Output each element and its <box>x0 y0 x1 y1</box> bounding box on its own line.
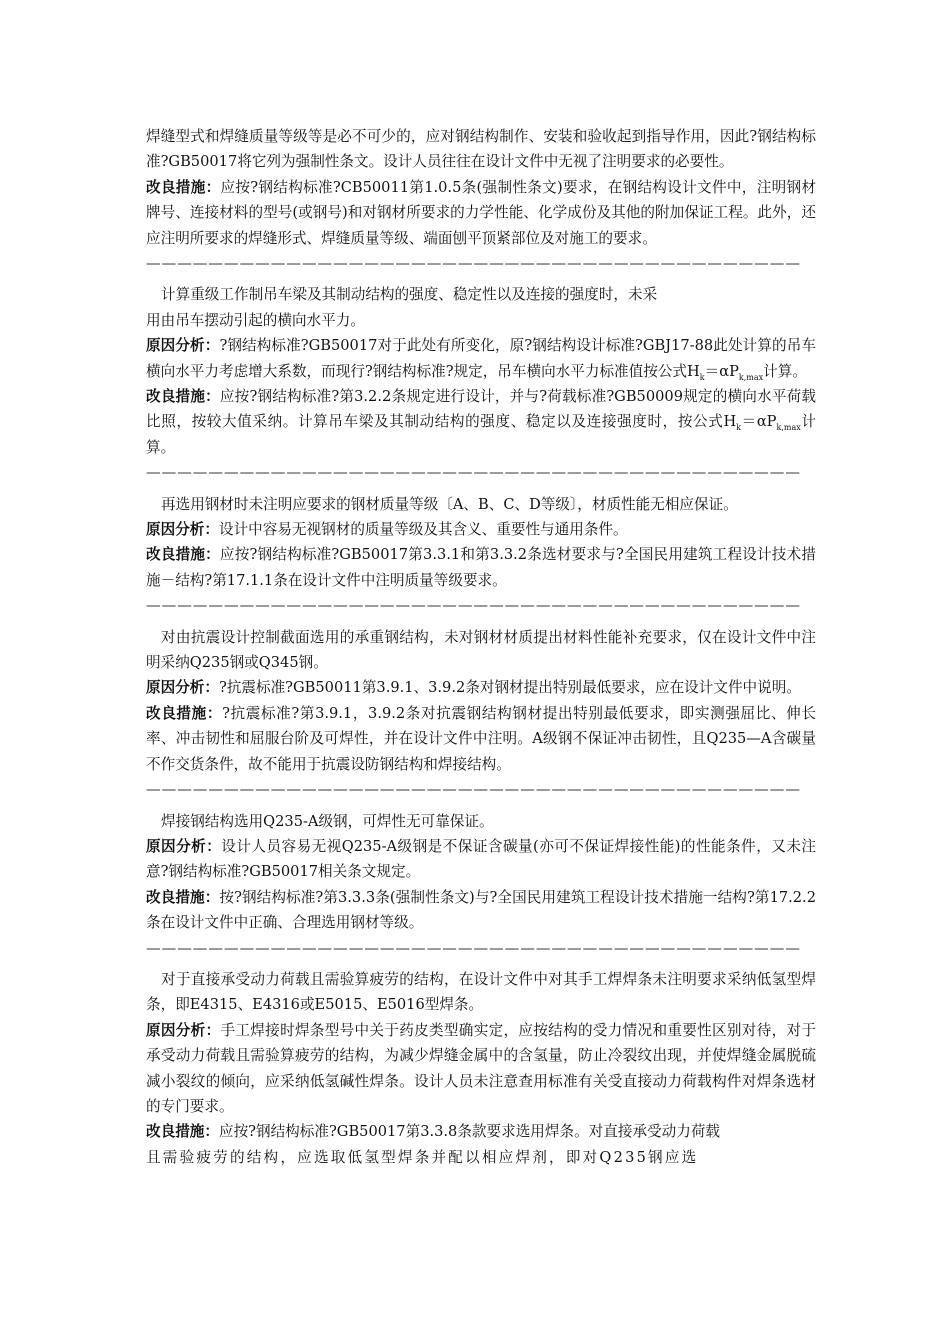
fix-text: 应按?钢结构标准?GB50017第3.3.1和第3.3.2条选材要求与?全国民用建筑工程设计技术措施－结构?第17.1.1条在设计文件中注明质量等级要求。 <box>146 546 816 589</box>
fix-text: 应按?钢结构标准?第3.2.2条规定进行设计，并与?荷载标准?GB50009规定的横向水平荷载比照，按较大值采纳。计算吊车梁及其制动结构的强度、稳定以及连接强度时，按公式 <box>146 388 816 431</box>
cause-label: 原因分析： <box>146 837 222 855</box>
fix-text: 按?钢结构标准?第3.3.3条(强制性条文)与?全国民用建筑工程设计技术措施一结构?第17.2.2条在设计文件中正确、合理选用钢材等级。 <box>146 888 816 932</box>
fix-paragraph <box>146 701 816 777</box>
formula-sub-kmax: k,max <box>738 372 764 382</box>
cause-label: 原因分析： <box>146 521 219 539</box>
formula-alpha-p: ＝αP <box>704 362 739 380</box>
formula-sub-kmax: k,max <box>776 423 801 433</box>
issue-paragraph: 再选用钢材时未注明应要求的钢材质量等级〔A、B、C、D等级〕，材质性能无相应保证。 <box>161 495 738 513</box>
section-separator: —————————————————————————————————————————— <box>146 597 801 615</box>
formula-sub-k: k <box>736 423 742 433</box>
cause-paragraph <box>146 333 816 384</box>
issue-paragraph-continued <box>146 308 816 333</box>
document-page <box>146 124 816 1170</box>
fix-paragraph <box>146 885 816 936</box>
cause-label: 原因分析： <box>146 1021 221 1039</box>
formula-h: H <box>687 362 700 380</box>
fix-label: 改良措施： <box>146 388 220 406</box>
cause-text: 设计中容易无视钢材的质量等级及其含义、重要性与通用条件。 <box>218 521 628 539</box>
cause-label: 原因分析： <box>146 679 219 697</box>
formula-alpha-p: ＝αP <box>741 413 777 431</box>
section-separator: —————————————————————————————————————————— <box>146 939 801 957</box>
fix-text: ?抗震标准?第3.9.1，3.9.2条对抗震钢结构钢材提出特别最低要求，即实测强屈比、伸长率、冲击韧性和屈服台阶及可焊性，并在设计文件中注明。A级钢不保证冲击韧性，且Q235—A含碳量不作交货条件，故不能用于抗震设防钢结构和焊接结构。 <box>146 704 816 773</box>
paragraph-weld-requirements: 焊缝型式和焊缝质量等级等是必不可少的，应对钢结构制作、安装和验收起到指导作用，因此?钢结构标准?GB50017将它列为强制性条文。设计人员往往在设计文件中无视了注明要求的必要性。 <box>146 128 816 171</box>
issue-text-line-2: 用由吊车摆动引起的横向水平力。 <box>146 311 365 329</box>
section-separator: —————————————————————————————————————————— <box>146 781 801 799</box>
fix-text-line-1: 应按?钢结构标准?GB50017第3.3.8条款要求选用焊条。对直接承受动力荷载 <box>218 1123 721 1141</box>
fix-label: 改良措施： <box>146 888 220 906</box>
section-separator: —————————————————————————————————————————— <box>146 464 801 482</box>
formula-tail: 计算。 <box>146 413 816 456</box>
fix-paragraph-continued: 且需验疲劳的结构，应选取低氢型焊条并配以相应焊剂，即对Q235钢应选 <box>146 1148 699 1166</box>
formula-h: H <box>723 413 737 431</box>
formula-sub-k: k <box>699 372 705 382</box>
issue-paragraph: 对由抗震设计控制截面选用的承重钢结构，未对钢材材质提出材料性能补充要求，仅在设计文件中注明采纳Q235钢或Q345钢。 <box>146 628 816 672</box>
fix-label: 改良措施： <box>146 178 221 196</box>
cause-label: 原因分析： <box>146 337 220 355</box>
fix-paragraph <box>146 175 816 251</box>
fix-paragraph <box>146 1119 816 1144</box>
fix-label: 改良措施： <box>146 704 223 722</box>
cause-text: ?钢结构标准?GB50017对于此处有所变化，原?钢结构设计标准?GBJ17-88此处计算的吊车横向水平力考虑增大系数，而现行?钢结构标准?规定，吊车横向水平力标准值按公式 <box>146 337 816 380</box>
section-separator: —————————————————————————————————————————— <box>146 255 801 273</box>
cause-text: 设计人员容易无视Q235-A级钢是不保证含碳量(亦可不保证焊接性能)的性能条件，又未注意?钢结构标准?GB50017相关条文规定。 <box>146 837 816 881</box>
fix-text: 应按?钢结构标准?CB50011第1.0.5条(强制性条文)要求，在钢结构设计文件中，注明钢材牌号、连接材料的型号(或钢号)和对钢材所要求的力学性能、化学成份及其他的附加保证工程。此外，还应注明所要求的焊缝形式、焊缝质量等级、端面刨平顶紧部位及对施工的要求。 <box>146 178 816 247</box>
cause-text: ?抗震标准?GB50011第3.9.1、3.9.2条对钢材提出特别最低要求，应在设计文件中说明。 <box>218 679 801 697</box>
cause-paragraph <box>146 834 816 885</box>
formula-tail: 计算。 <box>763 362 807 380</box>
cause-paragraph <box>146 675 816 700</box>
fix-label: 改良措施： <box>146 546 220 564</box>
issue-paragraph: 对于直接承受动力荷载且需验算疲劳的结构，在设计文件中对其手工焊焊条未注明要求采纳低氢型焊条，即E4315、E4316或E5015、E5016型焊条。 <box>146 970 816 1014</box>
fix-label: 改良措施： <box>146 1123 219 1141</box>
issue-paragraph <box>146 282 746 307</box>
cause-paragraph <box>146 517 816 542</box>
cause-paragraph <box>146 1018 816 1120</box>
issue-text-line-1: 计算重级工作制吊车梁及其制动结构的强度、稳定性以及连接的强度时，未采 <box>161 286 658 304</box>
fix-paragraph <box>146 384 816 460</box>
cause-text: 手工焊接时焊条型号中关于药皮类型确实定，应按结构的受力情况和重要性区别对待，对于承受动力荷载且需验算疲劳的结构，为减少焊缝金属中的含氢量，防止冷裂纹出现，并使焊缝金属脱硫减小裂纹的倾向，应采纳低氢碱性焊条。设计人员未注意查用标准有关受直接动力荷载构件对焊条选材的专门要求。 <box>146 1021 816 1115</box>
fix-paragraph <box>146 542 816 593</box>
issue-paragraph: 焊接钢结构选用Q235-A级钢，可焊性无可靠保证。 <box>161 812 494 830</box>
